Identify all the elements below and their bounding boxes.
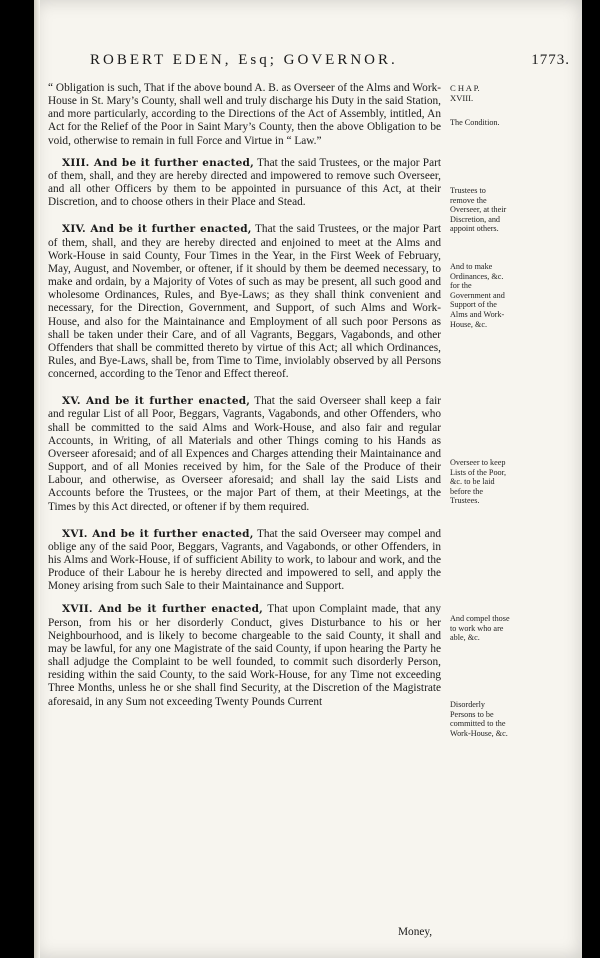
margin-note-xvii: Disorderly Persons to be committed to the Work-House, &c. [450,700,508,738]
chapter-label: C H A P. [450,83,480,93]
section-xvi-lead: XVI. And be it further enacted, [62,527,254,540]
section-xvii-text: That upon Complaint made, that any Person, from his or her disorderly Conduct, gives Disturbance to his or her Neighbourhood, and is likely to become chargeable to the said County, it shall and may be lawful, for any one Magistrate of the said County, if upon hearing the Party he shall adjudge the Complaint to be well founded, to commit such disorderly Person, residing within the said County, to the said Work-House, for any Time not exceeding Three Months, unless he or she shall find Security, at the Discretion of the Magistrate aforesaid, in any Sum not exceeding Twenty Pounds Current [48,603,442,708]
catchword: Money, [398,926,433,938]
section-xv-text: That the said Overseer shall keep a fair and regular List of all Poor, Beggars, Vagrants, Vagabonds, and other Offenders, who shall be committed to the said Alms and Work-House, and also fair and regular Accounts, in Writing, of all Materials and other Things coming to his Hands as Overseer aforesaid; and of all Expences and Charges attending their Maintainance and Support, and of all Monies received by him, for the Sale of the Produce of their Labour, and otherwise, as Overseer aforesaid; and shall lay the said Lists and Accounts before the Trustees, or the major Part of them, at their Meetings, at the Times by this Act directed, or oftener if by them required. [48,395,442,513]
document-body [48,82,441,718]
running-header [90,52,570,69]
section-xiv-lead: XIV. And be it further enacted, [62,223,252,236]
margin-note-condition: The Condition. [450,118,500,127]
section-xvi [48,528,441,594]
section-xiv-text: That the said Trustees, or the major Part of them, shall, and they are hereby directed and enjoined to meet at the Alms and Work-House in said County, Four Times in the Year, in the First Week of February, May, August, and November, or oftener, if it should by them be deemed necessary, to make and ordain, by a Majority of Votes of such as may be present, all such good and wholesome Ordinances, Rules, and Bye-Laws; as they shall think convenient and necessary, for the Direction, Government, and Support, of such Alms and Work-House, and also for the Maintainance and Employment of all such poor Persons as shall be taken under their Care, and of all Vagrants, Beggars, Vagabonds, and other Offenders that shall be committed thereto by virtue of this Act; all which Ordinances, Rules, and Bye-Laws, shall be, from Time to Time, inviolably observed by all Persons concerned, according to the Tenor and Effect thereof. [48,223,441,381]
section-xiv [48,223,441,381]
section-xiii-lead: XIII. And be it further enacted, [62,156,254,169]
chapter-number: XVIII. [450,92,474,103]
section-xvi-text: That the said Overseer may compel and oblige any of the said Poor, Beggars, Vagrants, and Vagabonds, or other Offenders, in his Alms and Work-House, if of sufficient Ability to work, to labour and work, and the Produce of their Labour he is hereby directed and impowered to sell, and apply the Money arising from such Sale to their Maintainance and Support. [48,527,441,593]
section-xvii-lead: XVII. And be it further enacted, [62,603,263,616]
section-xiii-text: That the said Trustees, or the major Part of them, shall, and they are hereby directed and impowered to remove such Overseer, and all other Officers by them to be appointed in pursuance of this Act, at their Discretion, and to choose others in their Place and Stead. [48,156,441,209]
margin-note-xiii: Trustees to remove the Overseer, at their Discretion, and appoint others. [450,186,507,234]
margin-note-xv: Overseer to keep Lists of the Poor, &c. to be laid before the Trustees. [450,458,507,506]
margin-note-xiv: And to make Ordinances, &c. for the Government and Support of the Alms and Work-House, &c. [450,262,505,329]
condition-paragraph: “ Obligation is such, That if the above bound A. B. as Overseer of the Alms and Work-House in St. Mary’s County, shall well and truly discharge his Duty in the said Station, and more particularly, according to the Directions of the Act of Assembly, intitled, An Act for the Relief of the Poor in Saint Mary’s County, then the above Obligation to be void, otherwise to remain in full Force and Virtue in “ Law.” [48,82,441,147]
section-xv-lead: XV. And be it further enacted, [62,395,251,408]
section-xvii [48,603,441,708]
page-number: 1773. [531,52,570,68]
chapter-heading [450,84,512,103]
section-xv [48,395,441,513]
section-xiii [48,157,441,210]
page-binding-edge [34,0,40,958]
running-title: ROBERT EDEN, Esq; GOVERNOR. [90,52,398,68]
margin-note-xvi: And compel those to work who are able, &c. [450,614,510,643]
